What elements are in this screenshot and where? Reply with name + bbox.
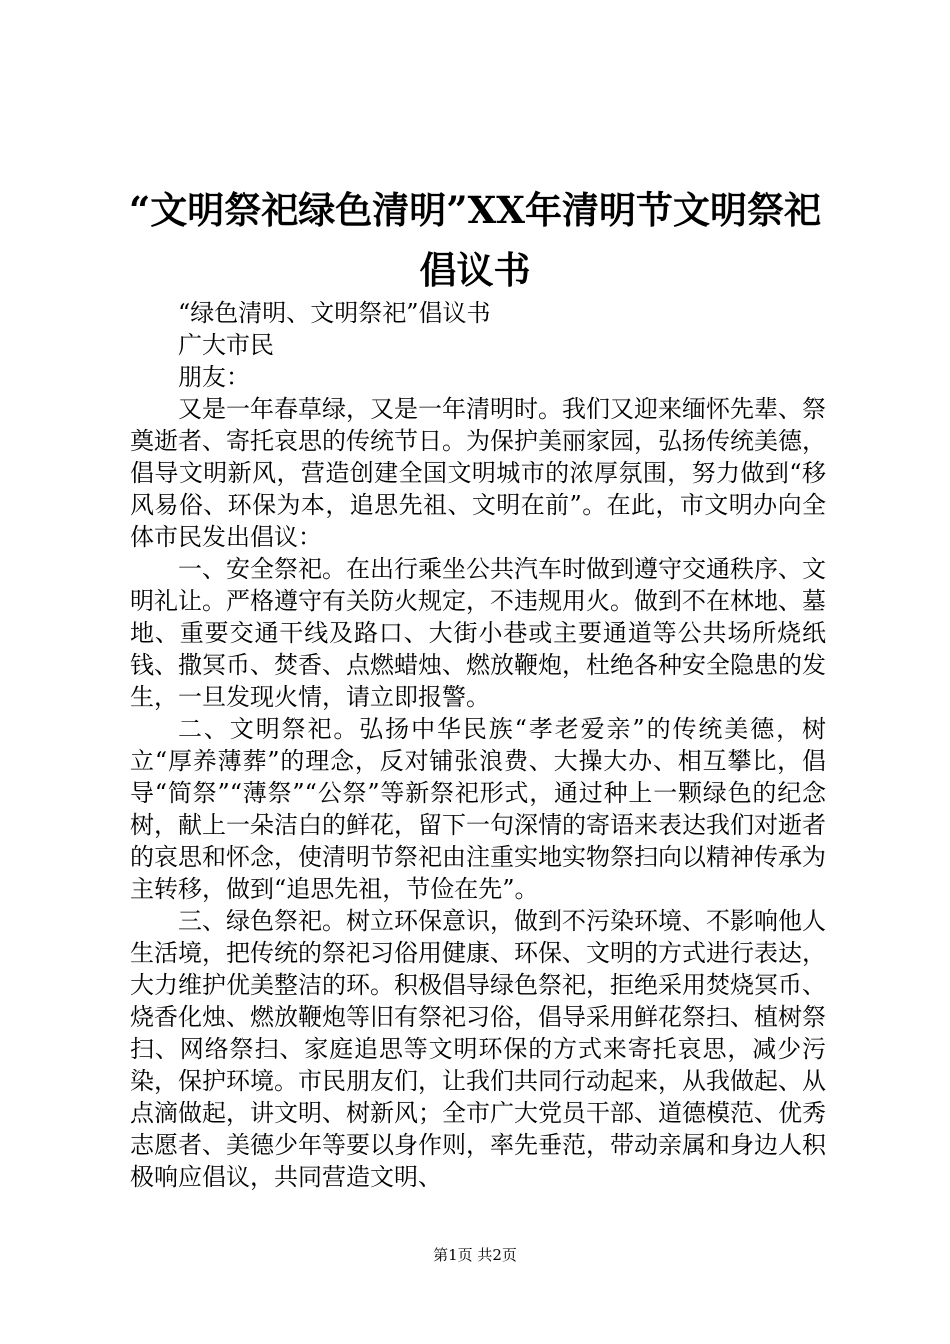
- paragraph-intro: 又是一年春草绿，又是一年清明时。我们又迎来缅怀先辈、祭奠逝者、寄托哀思的传统节日。为保护美丽家园，弘扬传统美德，倡导文明新风，营造创建全国文明城市的浓厚氛围，努力做到“移风易俗、环保为本，追思先祖、文明在前”。在此，市文明办向全体市民发出倡议：: [130, 395, 826, 551]
- document-title-line-1: “文明祭祀绿色清明”XX年清明节文明祭祀: [129, 188, 821, 232]
- document-subtitle: “绿色清明、文明祭祀”倡议书: [178, 299, 491, 327]
- paragraph-civilized: 二、文明祭祀。弘扬中华民族“孝老爱亲”的传统美德，树立“厚养薄葬”的理念，反对铺张浪费、大操大办、相互攀比，倡导“简祭”“薄祭”“公祭”等新祭祀形式，通过种上一颗绿色的纪念树，献上一朵洁白的鲜花，留下一句深情的寄语来表达我们对逝者的哀思和怀念，使清明节祭祀由注重实地实物祭扫向以精神传承为主转移，做到“追思先祖，节俭在先”。: [130, 715, 826, 903]
- salutation-line-1: 广大市民: [178, 331, 274, 359]
- paragraph-safety: 一、安全祭祀。在出行乘坐公共汽车时做到遵守交通秩序、文明礼让。严格遵守有关防火规定，不违规用火。做到不在林地、墓地、重要交通干线及路口、大街小巷或主要通道等公共场所烧纸钱、撒冥币、焚香、点燃蜡烛、燃放鞭炮，杜绝各种安全隐患的发生，一旦发现火情，请立即报警。: [130, 555, 826, 711]
- paragraph-green: 三、绿色祭祀。树立环保意识，做到不污染环境、不影响他人生活境，把传统的祭祀习俗用健康、环保、文明的方式进行表达，大力维护优美整洁的环。积极倡导绿色祭祀，拒绝采用焚烧冥币、烧香化烛、燃放鞭炮等旧有祭祀习俗，倡导采用鲜花祭扫、植树祭扫、网络祭扫、家庭追思等文明环保的方式来寄托哀思，减少污染，保护环境。市民朋友们，让我们共同行动起来，从我做起、从点滴做起，讲文明、树新风；全市广大党员干部、道德模范、优秀志愿者、美德少年等要以身作则，率先垂范，带动亲属和身边人积极响应倡议，共同营造文明、: [130, 907, 826, 1191]
- page-number-footer: 第1页 共2页: [433, 1246, 517, 1264]
- document-title-line-2: 倡议书: [419, 248, 531, 292]
- salutation-line-2: 朋友：: [178, 363, 250, 391]
- document-body: [130, 297, 826, 1193]
